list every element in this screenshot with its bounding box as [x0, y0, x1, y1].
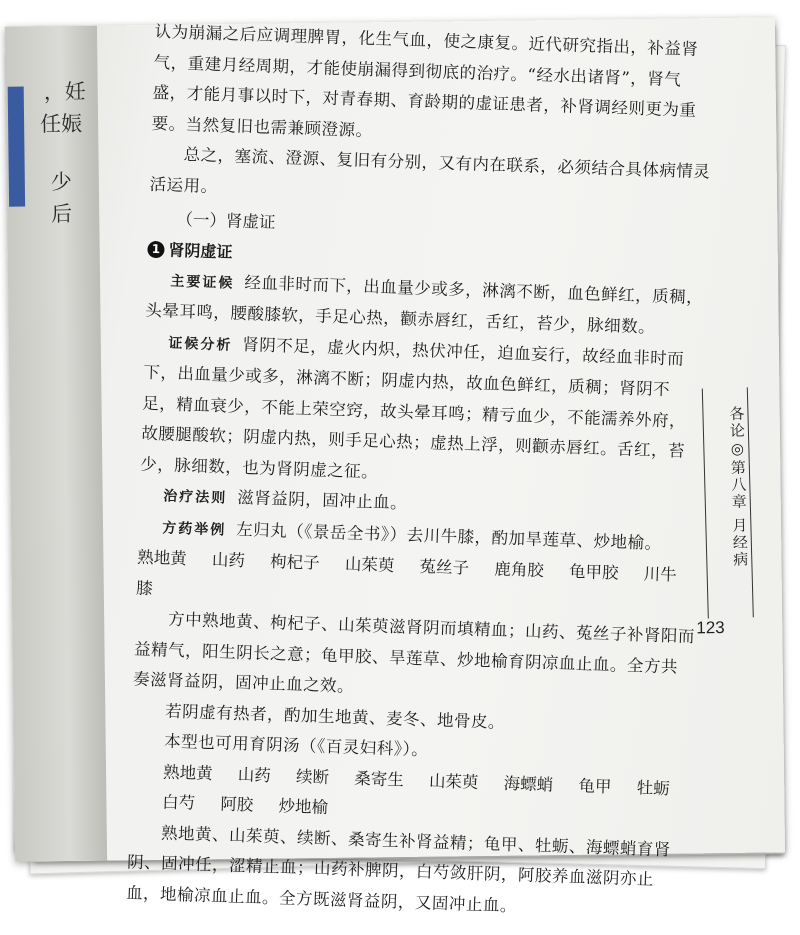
- book-edge-strip: [8, 87, 25, 207]
- herb-item: 牡蛎: [636, 777, 670, 798]
- herb-item: 川牛膝: [135, 564, 678, 598]
- running-header: [702, 387, 754, 618]
- body-paragraph: 本型也可用育阴汤（《百灵妇科》）。: [163, 731, 429, 760]
- body-paragraph: [140, 326, 705, 498]
- herb-item: 枸杞子: [269, 552, 320, 573]
- field-text: 经血非时而下，出血量少或多，淋漓不断，血色鲜红，质稠，头晕耳鸣，腰酸膝软，手足心热，颧赤唇红，舌红，苔少，脉细数。: [145, 272, 704, 337]
- herb-item: 熟地黄: [136, 547, 188, 569]
- herb-item: 续断: [295, 766, 330, 787]
- body-paragraph: 认为崩漏之后应调理脾胃，化生气血，使之康复。近代研究指出，补益肾气，重建月经周期，才能使崩漏得到彻底的治疗。“经水出诸肾”，肾气盛，才能月事以时下，对青春期、育龄期的虚证患者，补肾调经则更为重要。当然复旧也需兼顾澄源。: [151, 21, 699, 140]
- herb-item: 山药: [211, 550, 246, 571]
- field-text: 左归丸（《景岳全书》）去川牛膝，酌加旱莲草、炒地榆。: [235, 519, 662, 553]
- body-paragraph: 总之，塞流、澄源、复旧有分别，又有内在联系，必须结合具体病情灵活运用。: [149, 144, 711, 196]
- book-photo: [5, 17, 785, 915]
- herb-item: 龟甲: [578, 775, 612, 796]
- number-badge: 1: [147, 241, 165, 259]
- field-label: 治疗法则: [163, 488, 228, 507]
- herb-item: 山药: [237, 764, 272, 785]
- field-text: 滋肾益阴，固冲止血。: [236, 487, 408, 513]
- left-page-fragment: 少: [50, 169, 72, 195]
- left-page: [5, 26, 107, 862]
- herb-item: 鹿角胶: [494, 559, 545, 581]
- chapter-label: 各论◎第八章 月经病: [727, 405, 750, 569]
- herb-item: 山茱萸: [344, 554, 395, 576]
- herb-item: 菟丝子: [419, 556, 470, 578]
- herb-item: 熟地黄: [162, 762, 213, 783]
- page-body: [125, 21, 714, 915]
- field-label: 主要证候: [170, 273, 235, 292]
- body-paragraph: 方中熟地黄、枸杞子、山茱萸滋肾阴而填精血；山药、菟丝子补肾阳而益精气，阳生阴长之意；龟甲胶、旱莲草、炒地榆育阴凉血止血。全方共奏滋肾益阴，固冲止血之效。: [132, 609, 696, 696]
- body-paragraph: 熟地黄、山茱萸、续断、桑寄生补肾益精；龟甲、牡蛎、海螵蛸育肾阴、固冲任，涩精止血；山药补脾阴，白芍敛肝阴，阿胶养血滋阴亦止血，地榆凉血止血。全方既滋肾益阴，又固冲止血。: [125, 823, 672, 915]
- field-label: 证候分析: [168, 335, 233, 354]
- herb-item: 龟甲胶: [568, 561, 619, 583]
- herb-item: 桑寄生: [353, 768, 405, 790]
- subsection-title: 肾阴虚证: [168, 239, 233, 262]
- field-label: 方药举例: [161, 519, 227, 539]
- herb-item: 山茱萸: [428, 770, 479, 792]
- herb-item: 海螵蛸: [503, 773, 554, 795]
- left-page-fragment: ，妊: [43, 79, 86, 105]
- herb-item: 阿胶: [220, 794, 254, 815]
- herb-item: 炒地榆: [278, 796, 329, 818]
- left-page-fragment: 后: [51, 201, 73, 227]
- section-heading: （一）肾虚证: [176, 209, 276, 233]
- field-text: 肾阴不足，虚火内炽，热伏冲任，迫血妄行，故经血非时而下，出血量少或多，淋漓不断；阴虚内热，故血色鲜红，质稠；肾阴不足，精血衰少，不能上荣空窍，故头晕耳鸣；精亏血少，不能濡养外府，故腰腿酸软；阴虚内热，则手足心热；虚热上浮，则颧赤唇红。舌红，苔少，脉细数，也为肾阴虚之征。: [140, 334, 687, 482]
- page-number: 123: [696, 617, 725, 638]
- left-page-fragment: 任娠: [39, 111, 83, 137]
- body-paragraph: 若阴虚有热者，酌加生地黄、麦冬、地骨皮。: [164, 701, 506, 732]
- herb-item: 白芍: [161, 792, 196, 813]
